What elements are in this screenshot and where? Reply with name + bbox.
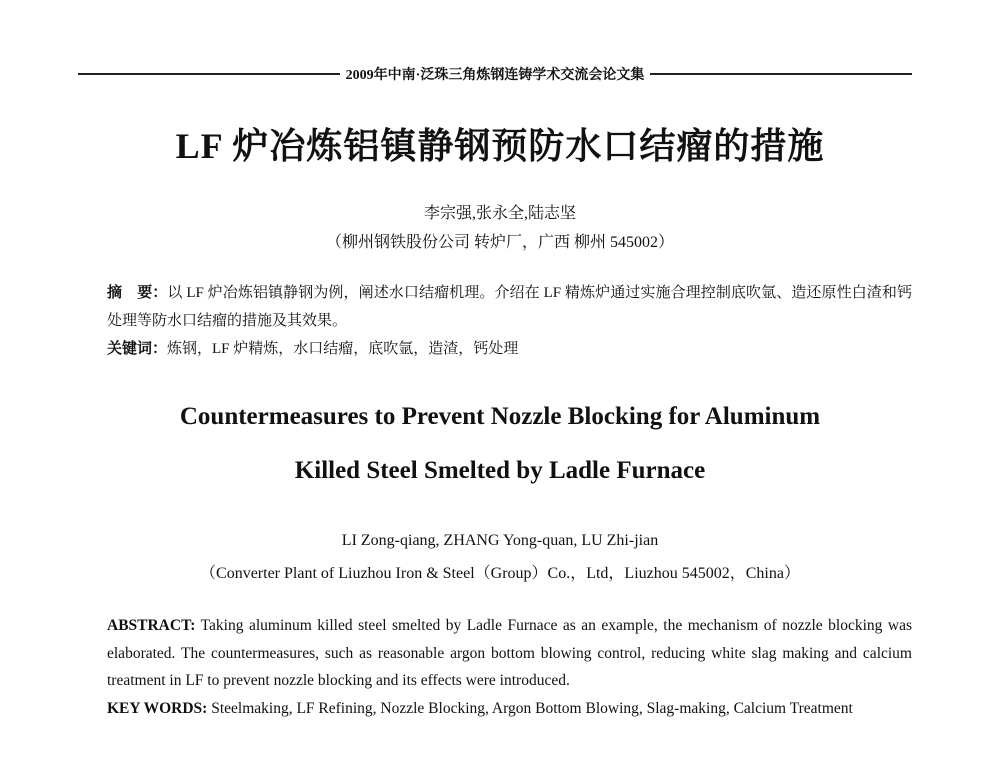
english-keywords: [80, 695, 912, 723]
english-keywords-text: Steelmaking, LF Refining, Nozzle Blocking, Argon Bottom Blowing, Slag-making, Calcium Treatment: [207, 699, 853, 717]
running-title: 2009年中南·泛珠三角炼钢连铸学术交流会论文集: [345, 68, 645, 83]
chinese-keywords-label: 关键词：: [107, 341, 168, 357]
chinese-abstract-block: [80, 279, 912, 363]
header-rule-left: [78, 73, 340, 75]
english-keywords-label: KEY WORDS:: [107, 699, 208, 717]
chinese-authors: 李宗强,张永全,陆志坚: [423, 205, 576, 222]
running-header: [78, 64, 912, 84]
english-abstract-text: Taking aluminum killed steel smelted by Ladle Furnace as an example, the mechanism of nozzle blocking was elaborated. The countermeasures, such as reasonable argon bottom blowing control, reducing white slag making and calcium treatment in LF to prevent nozzle blocking and its effects were introduced.: [107, 617, 912, 689]
chinese-abstract-label: 摘 要：: [107, 285, 168, 301]
english-abstract-block: [80, 612, 912, 722]
chinese-abstract: [80, 279, 912, 335]
english-affiliation: （Converter Plant of Liuzhou Iron & Steel（Group）Co.，Ltd，Liuzhou 545002，China）: [200, 565, 800, 582]
header-rule-right: [650, 73, 912, 75]
english-abstract-label: ABSTRACT:: [107, 617, 196, 634]
english-title-line2: Killed Steel Smelted by Ladle Furnace: [294, 457, 706, 484]
chinese-title: LF 炉冶炼铝镇静钢预防水口结瘤的措施: [175, 126, 825, 166]
english-abstract: [80, 612, 912, 695]
chinese-keywords-text: 炼钢，LF 炉精炼，水口结瘤，底吹氩，造渣，钙处理: [167, 341, 519, 357]
chinese-abstract-text: 以 LF 炉冶炼铝镇静钢为例，阐述水口结瘤机理。介绍在 LF 精炼炉通过实施合理控制底吹氩、造还原性白渣和钙处理等防水口结瘤的措施及其效果。: [107, 285, 912, 329]
english-title-line1: Countermeasures to Prevent Nozzle Blocking for Aluminum: [179, 403, 821, 430]
english-authors: LI Zong-qiang, ZHANG Yong-quan, LU Zhi-jian: [341, 532, 659, 549]
chinese-keywords: [80, 335, 912, 363]
chinese-affiliation: （柳州钢铁股份公司 转炉厂，广西 柳州 545002）: [325, 234, 674, 251]
